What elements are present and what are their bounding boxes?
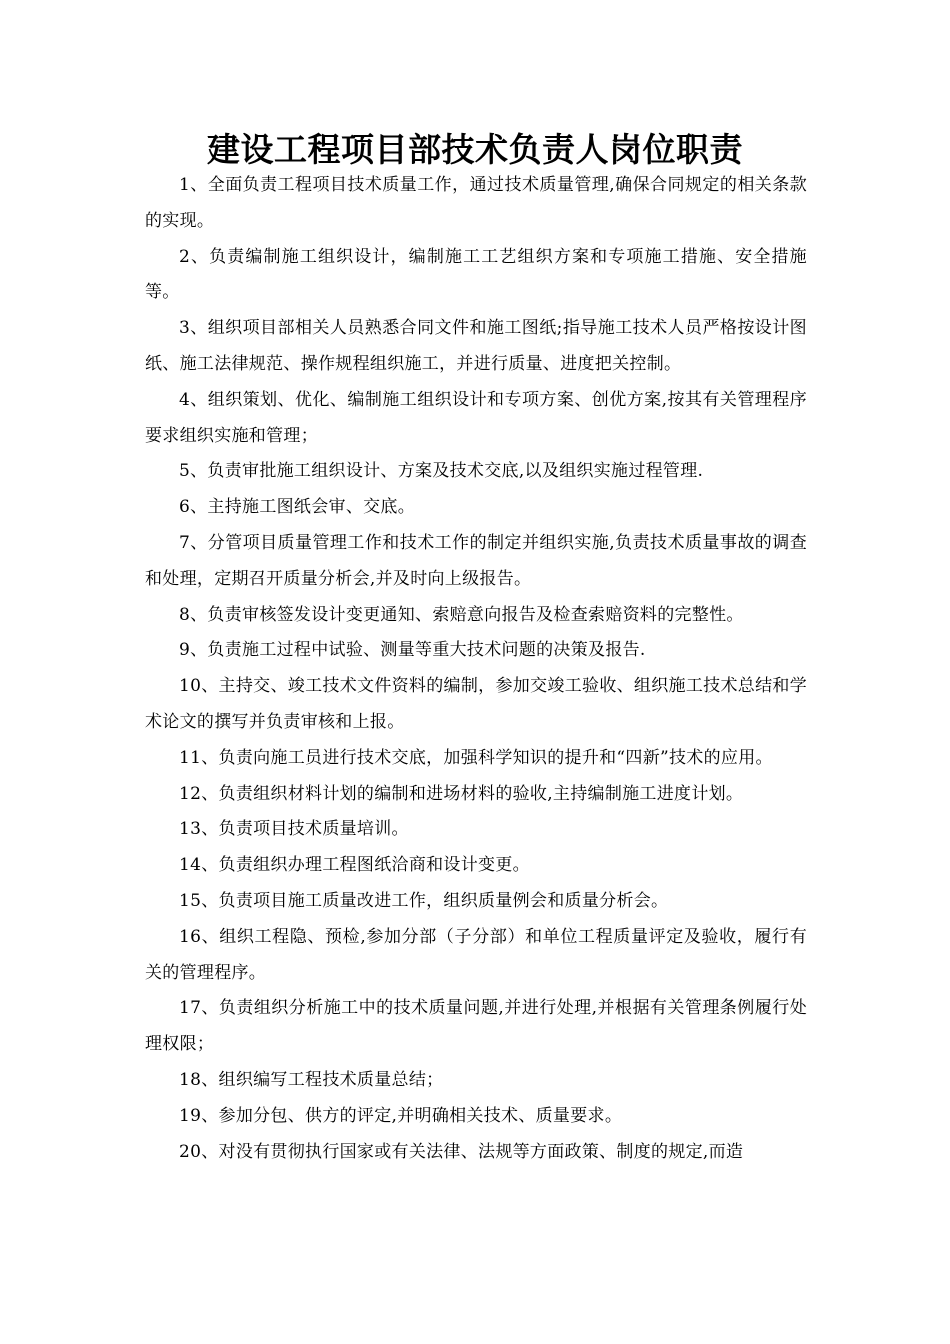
duty-item-12: 12、负责组织材料计划的编制和进场材料的验收,主持编制施工进度计划。 [179, 783, 744, 804]
duty-item-2: 2、负责编制施工组织设计，编制施工工艺组织方案和专项施工措施、安全措施等。 [145, 246, 807, 303]
duty-item-6: 6、主持施工图纸会审、交底。 [179, 497, 416, 518]
duty-item-20: 20、对没有贯彻执行国家或有关法律、法规等方面政策、制度的规定,而造 [179, 1141, 744, 1162]
duty-item-10: 10、主持交、竣工技术文件资料的编制，参加交竣工验收、组织施工技术总结和学术论文的撰写并负责审核和上报。 [145, 676, 807, 732]
duty-item-18: 18、组织编写工程技术质量总结； [179, 1069, 444, 1090]
duty-item-14: 14、负责组织办理工程图纸洽商和设计变更。 [179, 855, 530, 876]
duty-item-19: 19、参加分包、供方的评定,并明确相关技术、质量要求。 [179, 1105, 623, 1126]
duty-item-11: 11、负责向施工员进行技术交底，加强科学知识的提升和“四新”技术的应用。 [179, 747, 773, 768]
duty-item-5: 5、负责审批施工组织设计、方案及技术交底,以及组织实施过程管理. [179, 461, 704, 482]
duty-item-3: 3、组织项目部相关人员熟悉合同文件和施工图纸;指导施工技术人员严格按设计图纸、施工法律规范、操作规程组织施工，并进行质量、进度把关控制。 [145, 318, 807, 374]
duty-item-8: 8、负责审核签发设计变更通知、索赔意向报告及检查索赔资料的完整性。 [179, 604, 744, 625]
duty-item-17: 17、负责组织分析施工中的技术质量问题,并进行处理,并根据有关管理条例履行处理权限； [145, 998, 807, 1055]
duty-item-13: 13、负责项目技术质量培训。 [179, 819, 409, 840]
duty-item-15: 15、负责项目施工质量改进工作，组织质量例会和质量分析会。 [179, 890, 669, 911]
duty-item-1: 1、全面负责工程项目技术质量工作，通过技术质量管理,确保合同规定的相关条款的实现。 [145, 175, 807, 231]
document-title: 建设工程项目部技术负责人岗位职责 [207, 130, 743, 169]
duty-item-4: 4、组织策划、优化、编制施工组织设计和专项方案、创优方案,按其有关管理程序要求组织实施和管理； [145, 389, 807, 446]
duty-item-7: 7、分管项目质量管理工作和技术工作的制定并组织实施,负责技术质量事故的调查和处理，定期召开质量分析会,并及时向上级报告。 [145, 532, 807, 589]
duty-item-16: 16、组织工程隐、预检,参加分部（子分部）和单位工程质量评定及验收，履行有关的管理程序。 [145, 926, 807, 983]
duty-item-9: 9、负责施工过程中试验、测量等重大技术问题的决策及报告. [179, 640, 646, 661]
document-body [145, 168, 807, 1170]
